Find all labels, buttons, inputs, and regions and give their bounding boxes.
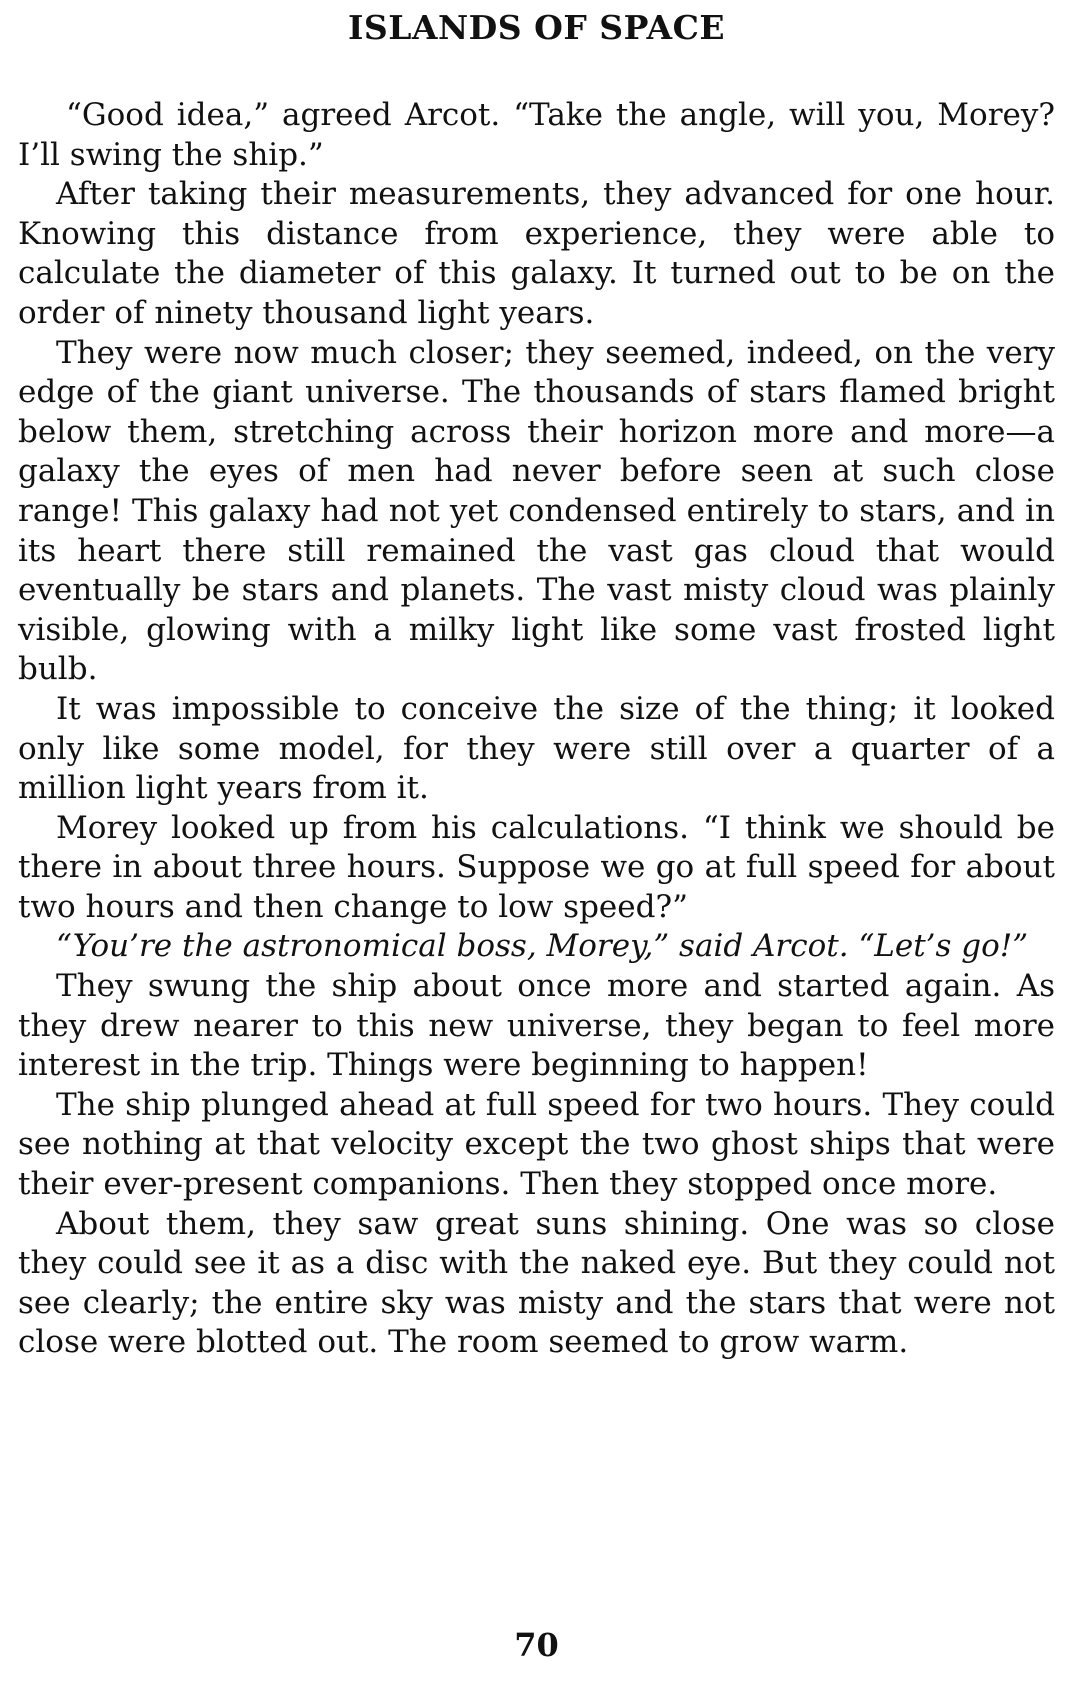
paragraph: About them, they saw great suns shining. One was so close they could see it as a disc with the naked eye. But they could not see clearly; the entire sky was misty and the stars that were not close were blotted out. The room seemed to grow warm. xyxy=(18,1205,1055,1361)
paragraph: They were now much closer; they seemed, indeed, on the very edge of the giant universe. The thousands of stars flamed bright below them, stretching across their horizon more and more—a galaxy the eyes of men had never before seen at such close range! This galaxy had not yet condensed entirely to stars, and in its heart there still remained the vast gas cloud that would eventually be stars and planets. The vast misty cloud was plainly visible, glowing with a milky light like some vast frosted light bulb. xyxy=(18,334,1055,688)
paragraph: After taking their measurements, they advanced for one hour. Knowing this distance from experience, they were able to calculate the diameter of this galaxy. It turned out to be on the order of ninety thousand light years. xyxy=(18,176,1055,331)
running-title: ISLANDS OF SPACE xyxy=(347,8,726,47)
paragraph: “You’re the astronomical boss, Morey,” said Arcot. “Let’s go!” xyxy=(56,928,1029,965)
body-text xyxy=(18,96,1055,1363)
paragraph: Morey looked up from his calculations. “I think we should be there in about three hours. Suppose we go at full speed for about two hours and then change to low speed?” xyxy=(18,809,1055,925)
paragraph: The ship plunged ahead at full speed for two hours. They could see nothing at that velocity except the two ghost ships that were their ever-present companions. Then they stopped once more. xyxy=(18,1086,1055,1203)
paragraph: It was impossible to conceive the size of the thing; it looked only like some model, for they were still over a quarter of a million light years from it. xyxy=(18,690,1055,807)
paragraph: They swung the ship about once more and started again. As they drew nearer to this new universe, they began to feel more interest in the trip. Things were beginning to happen! xyxy=(18,968,1055,1084)
paragraph: “Good idea,” agreed Arcot. “Take the angle, will you, Morey? I’ll swing the ship.” xyxy=(18,97,1055,173)
page-number: 70 xyxy=(514,1626,559,1664)
